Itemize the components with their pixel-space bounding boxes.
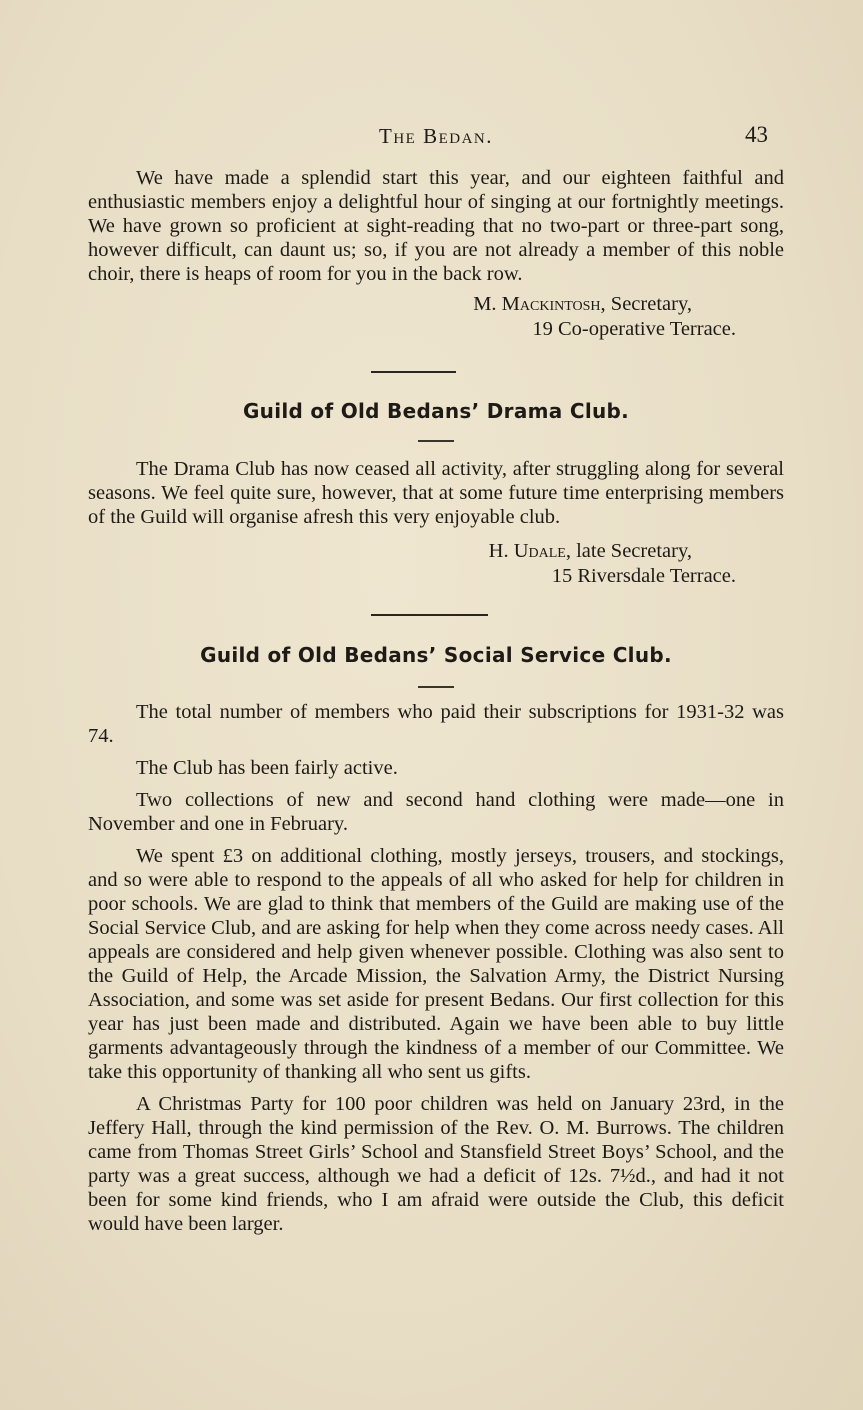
social-section bbox=[88, 700, 784, 1236]
drama-section bbox=[88, 457, 784, 589]
social-paragraph-5: A Christmas Party for 100 poor children was held on January 23rd, in the Jeffery Hall, through the kind permission of the Rev. O. M. Burrows. The children came from Thomas Street Girls’ School and Stansfield Street Boys’ School, and the party was a great success, although we had a deficit of 12s. 7½d., and had it not been for some kind friends, who I am afraid were outside the Club, this deficit would have been larger. bbox=[88, 1093, 784, 1235]
running-title: The Bedan. bbox=[379, 124, 493, 148]
social-paragraph-1: The total number of members who paid their subscriptions for 1931-32 was 74. bbox=[88, 701, 784, 747]
drama-signature-address: 15 Riversdale Terrace. bbox=[551, 565, 736, 587]
choir-section bbox=[88, 166, 784, 342]
social-paragraph-4: We spent £3 on additional clothing, mostly jerseys, trousers, and stockings, and so were able to respond to the appeals of all who asked for help for children in poor schools. We are glad to think that members of the Guild are making use of the Social Service Club, and are asking for help when they come across needy cases. All appeals are considered and help given whenever possible. Clothing was also sent to the Guild of Help, the Arcade Mission, the Salvation Army, the District Nursing Association, and some was set aside for present Bedans. Our first collection for this year has just been made and distributed. Again we have been able to buy little garments advantageously through the kindness of a member of our Committee. We take this opportunity of thanking all who sent us gifts. bbox=[88, 845, 784, 1083]
heading-rule bbox=[418, 686, 454, 688]
drama-paragraph: The Drama Club has now ceased all activity, after struggling along for several seasons. We feel quite sure, however, that at some future time enterprising members of the Guild will organise afresh this very enjoyable club. bbox=[88, 458, 784, 528]
drama-signature bbox=[88, 539, 784, 589]
social-paragraph-3: Two collections of new and second hand clothing were made—one in November and one in February. bbox=[88, 789, 784, 835]
heading-rule bbox=[418, 440, 454, 442]
choir-signature bbox=[88, 292, 784, 342]
choir-paragraph: We have made a splendid start this year, and our eighteen faithful and enthusiastic members enjoy a delightful hour of singing at our fortnightly meetings. We have grown so proficient at sight-reading that no two-part or three-part song, however difficult, can daunt us; so, if you are not already a member of this noble choir, there is heaps of room for you in the back row. bbox=[88, 167, 784, 285]
page-header bbox=[88, 122, 784, 154]
page-number: 43 bbox=[745, 122, 768, 147]
section-divider bbox=[371, 371, 456, 373]
section-divider bbox=[371, 614, 488, 616]
social-paragraph-2: The Club has been fairly active. bbox=[136, 757, 398, 779]
social-heading: Guild of Old Bedans’ Social Service Club. bbox=[200, 643, 672, 667]
choir-signature-name: M. Mackintosh, Secretary, bbox=[473, 293, 692, 315]
choir-signature-address: 19 Co-operative Terrace. bbox=[532, 318, 736, 340]
drama-signature-name: H. Udale, late Secretary, bbox=[488, 540, 692, 562]
drama-heading: Guild of Old Bedans’ Drama Club. bbox=[242, 399, 630, 423]
